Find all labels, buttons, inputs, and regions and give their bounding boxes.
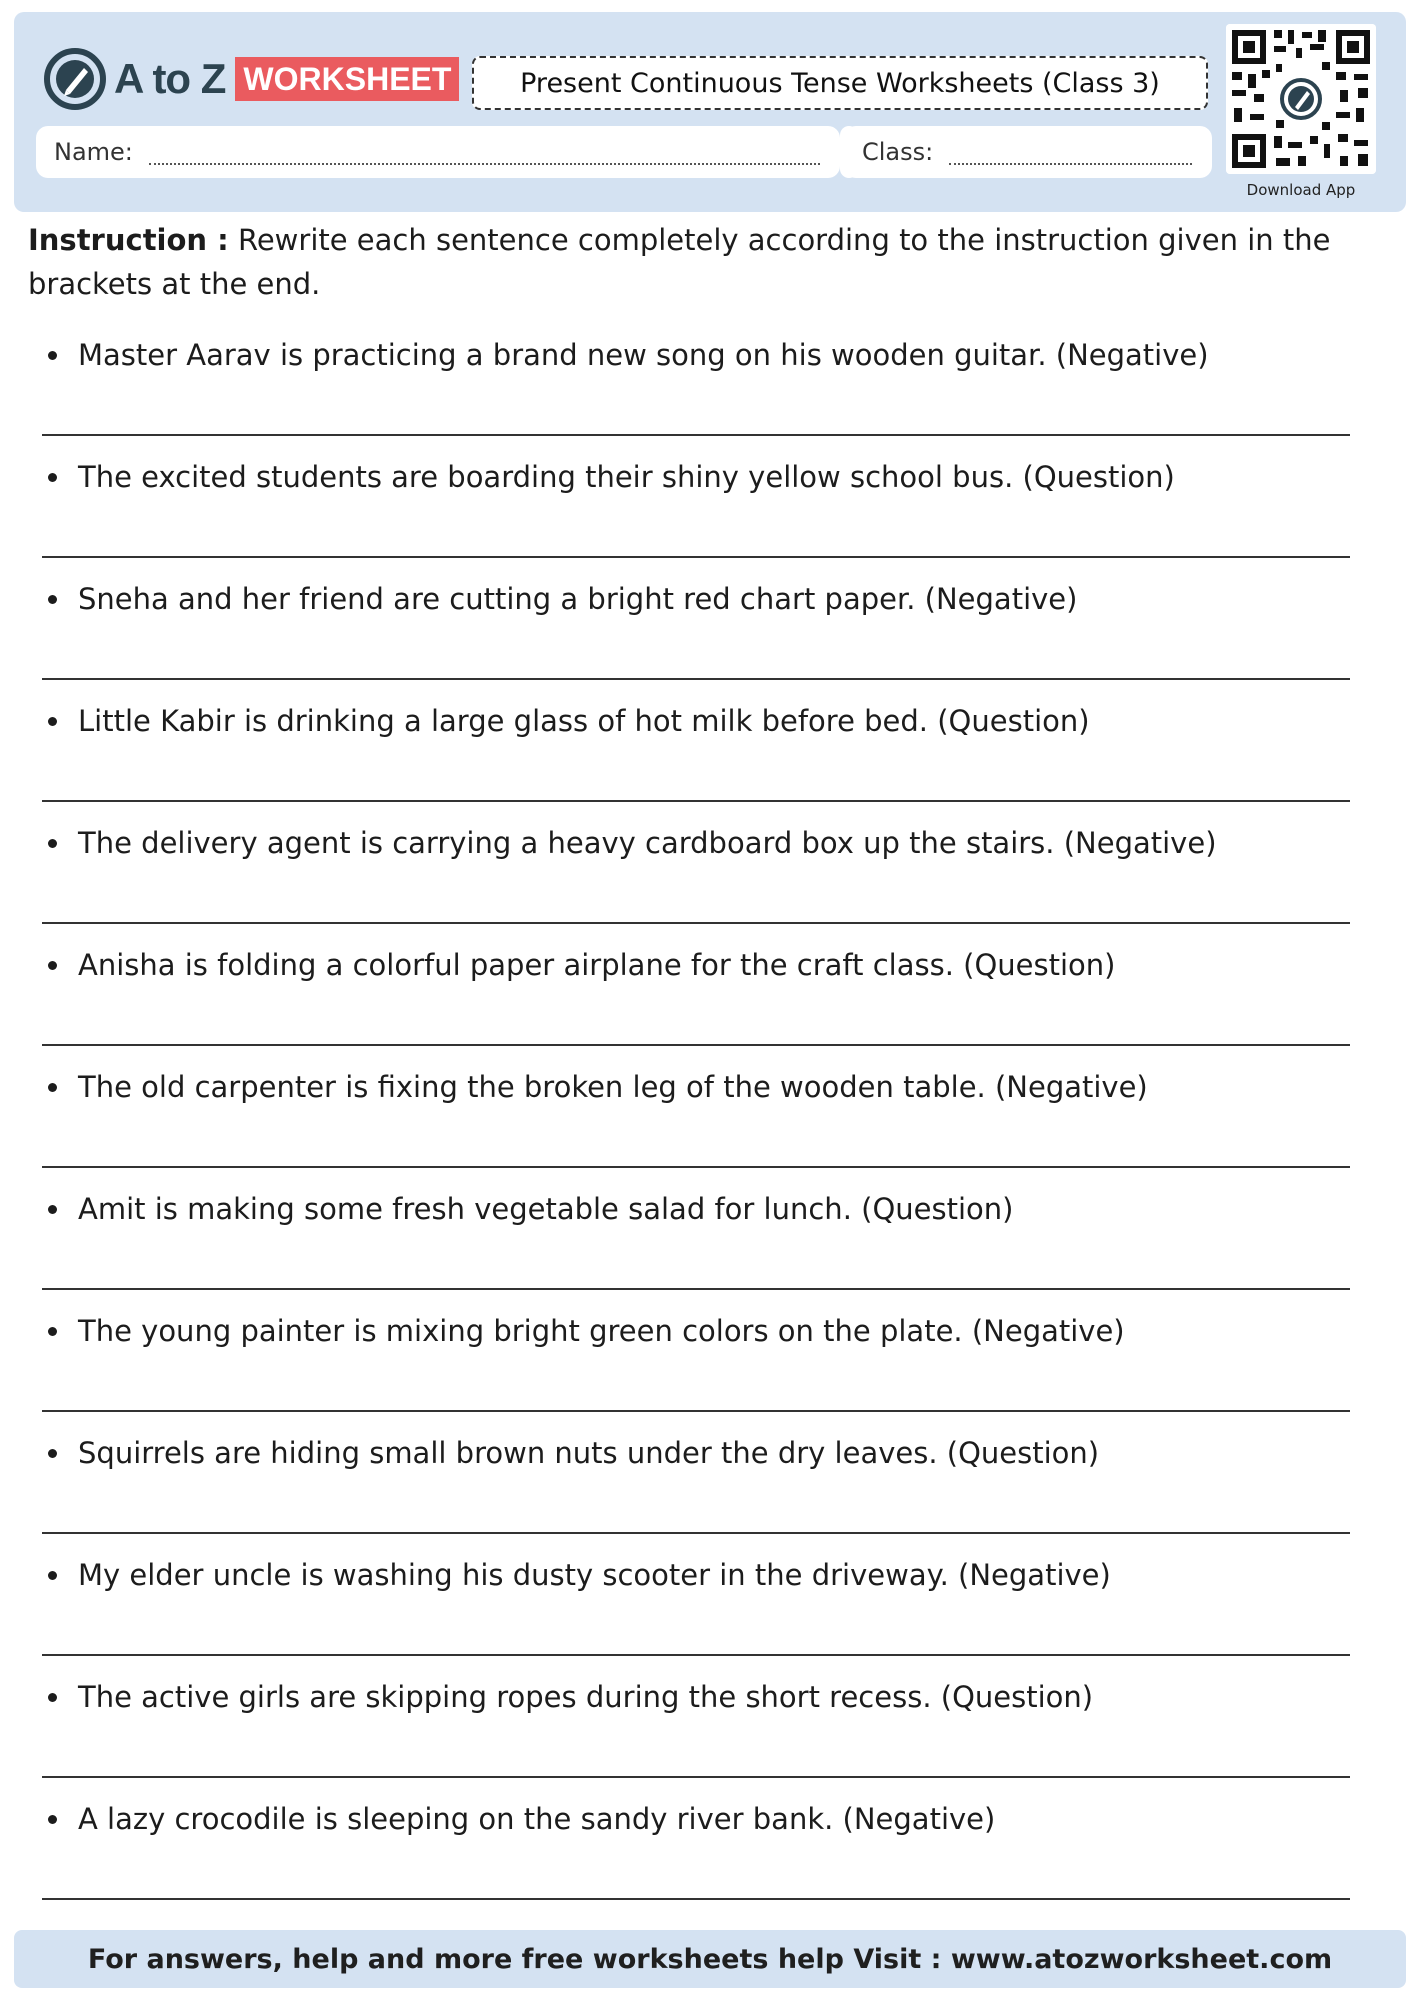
bullet-icon	[48, 1815, 57, 1824]
question-text: Amit is making some fresh vegetable salad for lunch. (Question)	[78, 1192, 1014, 1226]
answer-line[interactable]	[42, 1166, 1350, 1168]
question-list	[42, 326, 1352, 1912]
class-dotted-line	[949, 139, 1192, 165]
brand-name-suffix: WORKSHEET	[235, 57, 459, 101]
question-item	[42, 1302, 1352, 1424]
instruction-text: Rewrite each sentence completely according to the instruction given in the brackets at the end.	[28, 223, 1331, 301]
question-item	[42, 1180, 1352, 1302]
bullet-icon	[48, 839, 57, 848]
question-text: The delivery agent is carrying a heavy cardboard box up the stairs. (Negative)	[78, 826, 1217, 860]
instruction-label: Instruction :	[28, 223, 229, 257]
question-text: The excited students are boarding their shiny yellow school bus. (Question)	[78, 460, 1175, 494]
instruction	[28, 218, 1388, 306]
footer-text[interactable]: For answers, help and more free worksheets help Visit : www.atozworksheet.com	[87, 1943, 1333, 1975]
brand-name-prefix: A to Z	[114, 55, 226, 102]
question-text: The young painter is mixing bright green colors on the plate. (Negative)	[78, 1314, 1125, 1348]
question-item	[42, 326, 1352, 448]
bullet-icon	[48, 473, 57, 482]
pen-circle-icon	[44, 48, 106, 110]
download-app-label[interactable]: Download App	[1246, 181, 1356, 199]
bullet-icon	[48, 1449, 57, 1458]
bullet-icon	[48, 1083, 57, 1092]
question-text: The old carpenter is fixing the broken leg of the wooden table. (Negative)	[78, 1070, 1148, 1104]
class-label: Class:	[862, 138, 934, 166]
name-label: Name:	[54, 138, 133, 166]
bullet-icon	[48, 351, 57, 360]
answer-line[interactable]	[42, 1776, 1350, 1778]
question-item	[42, 692, 1352, 814]
question-text: Master Aarav is practicing a brand new song on his wooden guitar. (Negative)	[78, 338, 1209, 372]
question-item	[42, 936, 1352, 1058]
question-text: A lazy crocodile is sleeping on the sandy river bank. (Negative)	[78, 1802, 996, 1836]
worksheet-header	[14, 12, 1406, 212]
answer-line[interactable]	[42, 434, 1350, 436]
question-item	[42, 448, 1352, 570]
worksheet-title: Present Continuous Tense Worksheets (Class 3)	[472, 56, 1208, 110]
question-item	[42, 1058, 1352, 1180]
class-field[interactable]	[844, 126, 1212, 178]
answer-line[interactable]	[42, 1410, 1350, 1412]
bullet-icon	[48, 1327, 57, 1336]
question-text: My elder uncle is washing his dusty scooter in the driveway. (Negative)	[78, 1558, 1111, 1592]
bullet-icon	[48, 717, 57, 726]
qr-code-icon[interactable]	[1226, 24, 1376, 174]
question-text: Anisha is folding a colorful paper airplane for the craft class. (Question)	[78, 948, 1116, 982]
question-item	[42, 1546, 1352, 1668]
answer-line[interactable]	[42, 922, 1350, 924]
name-field[interactable]	[36, 126, 840, 178]
bullet-icon	[48, 595, 57, 604]
question-text: The active girls are skipping ropes during the short recess. (Question)	[78, 1680, 1094, 1714]
bullet-icon	[48, 1693, 57, 1702]
answer-line[interactable]	[42, 556, 1350, 558]
name-dotted-line	[149, 139, 820, 165]
answer-line[interactable]	[42, 800, 1350, 802]
answer-line[interactable]	[42, 1044, 1350, 1046]
brand-logo	[44, 46, 459, 112]
answer-line[interactable]	[42, 678, 1350, 680]
question-item	[42, 570, 1352, 692]
question-text: Squirrels are hiding small brown nuts under the dry leaves. (Question)	[78, 1436, 1100, 1470]
answer-line[interactable]	[42, 1654, 1350, 1656]
footer-banner[interactable]	[14, 1930, 1406, 1988]
answer-line[interactable]	[42, 1898, 1350, 1900]
question-text: Sneha and her friend are cutting a bright red chart paper. (Negative)	[78, 582, 1078, 616]
answer-line[interactable]	[42, 1532, 1350, 1534]
question-item	[42, 1668, 1352, 1790]
question-item	[42, 1424, 1352, 1546]
answer-line[interactable]	[42, 1288, 1350, 1290]
question-item	[42, 1790, 1352, 1912]
bullet-icon	[48, 1571, 57, 1580]
question-text: Little Kabir is drinking a large glass of hot milk before bed. (Question)	[78, 704, 1090, 738]
question-item	[42, 814, 1352, 936]
bullet-icon	[48, 1205, 57, 1214]
bullet-icon	[48, 961, 57, 970]
